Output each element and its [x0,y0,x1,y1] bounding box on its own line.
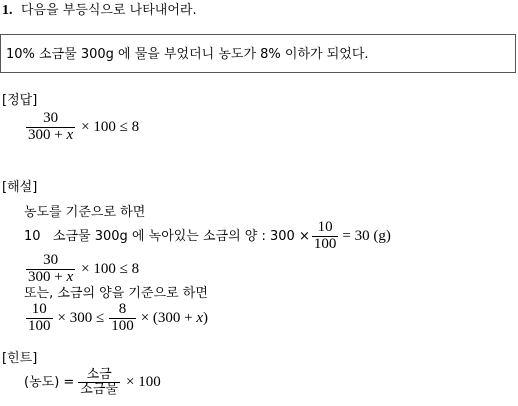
answer-numerator: 30 [43,110,59,126]
answer-formula [24,111,139,144]
answer-den-op: + [54,126,63,143]
explanation-line-5-tail-b: ) [203,309,209,326]
explanation-line-4: 또는, 소금의 양을 기준으로 하면 [24,286,208,301]
answer-den-var: x [66,126,74,143]
explanation-line-5-tail-var: x [196,309,204,326]
hint-numerator: 소금 [86,367,112,382]
explanation-line-3-fraction [26,253,75,286]
explanation-line-3-den-const: 300 [28,268,51,285]
hint-label: [힌트] [2,351,38,366]
explanation-line-5-denominator-2: 100 [111,317,134,334]
explanation-line-3-numerator: 30 [43,252,59,268]
explanation-line-2-tail: = 30 (g) [342,227,391,244]
explanation-line-5-numerator-2: 8 [118,301,127,317]
problem-number: 1. [2,3,13,18]
hint-denominator: 소금물 [80,381,118,397]
explanation-line-3-den-var: x [66,268,74,285]
explanation-label: [해설] [2,180,38,195]
answer-den-const: 300 [28,126,51,143]
explanation-line-5-numerator-1: 10 [31,301,47,317]
explanation-line-5-tail [141,311,208,326]
explanation-line-2-text: 10 소금물 300g 에 녹아있는 소금의 양 : 300 × [24,228,310,244]
explanation-line-5-denominator-1: 100 [28,317,51,334]
explanation-line-2-fraction [312,220,339,253]
answer-fraction [26,111,75,144]
explanation-line-3 [24,253,139,286]
hint-lhs: (농도) = [24,374,75,390]
problem-header [2,3,197,18]
hint-tail: × 100 [125,373,161,390]
answer-denominator [26,127,75,144]
explanation-line-2 [24,220,391,253]
explanation-line-5 [24,302,208,335]
explanation-line-1: 농도를 기준으로 하면 [24,205,146,220]
explanation-line-5-fraction-1 [26,302,53,335]
explanation-line-5-mid: × 300 ≤ [57,309,105,326]
explanation-line-5-fraction-2 [109,302,136,335]
explanation-line-3-denominator [26,269,75,286]
explanation-line-5-tail-a: × (300 + [140,309,193,326]
answer-tail: × 100 ≤ 8 [81,118,140,135]
problem-instruction: 다음을 부등식으로 나타내어라. [20,3,197,18]
explanation-line-2-numerator: 10 [317,219,333,235]
explanation-line-3-den-op: + [54,268,63,285]
problem-statement: 10% 소금물 300g 에 물을 부었더니 농도가 8% 이하가 되었다. [6,47,369,62]
hint-formula [24,368,161,396]
explanation-line-3-tail: × 100 ≤ 8 [81,260,140,277]
answer-label: [정답] [2,93,38,108]
explanation-line-2-denominator: 100 [313,235,337,252]
hint-fraction [78,368,120,396]
